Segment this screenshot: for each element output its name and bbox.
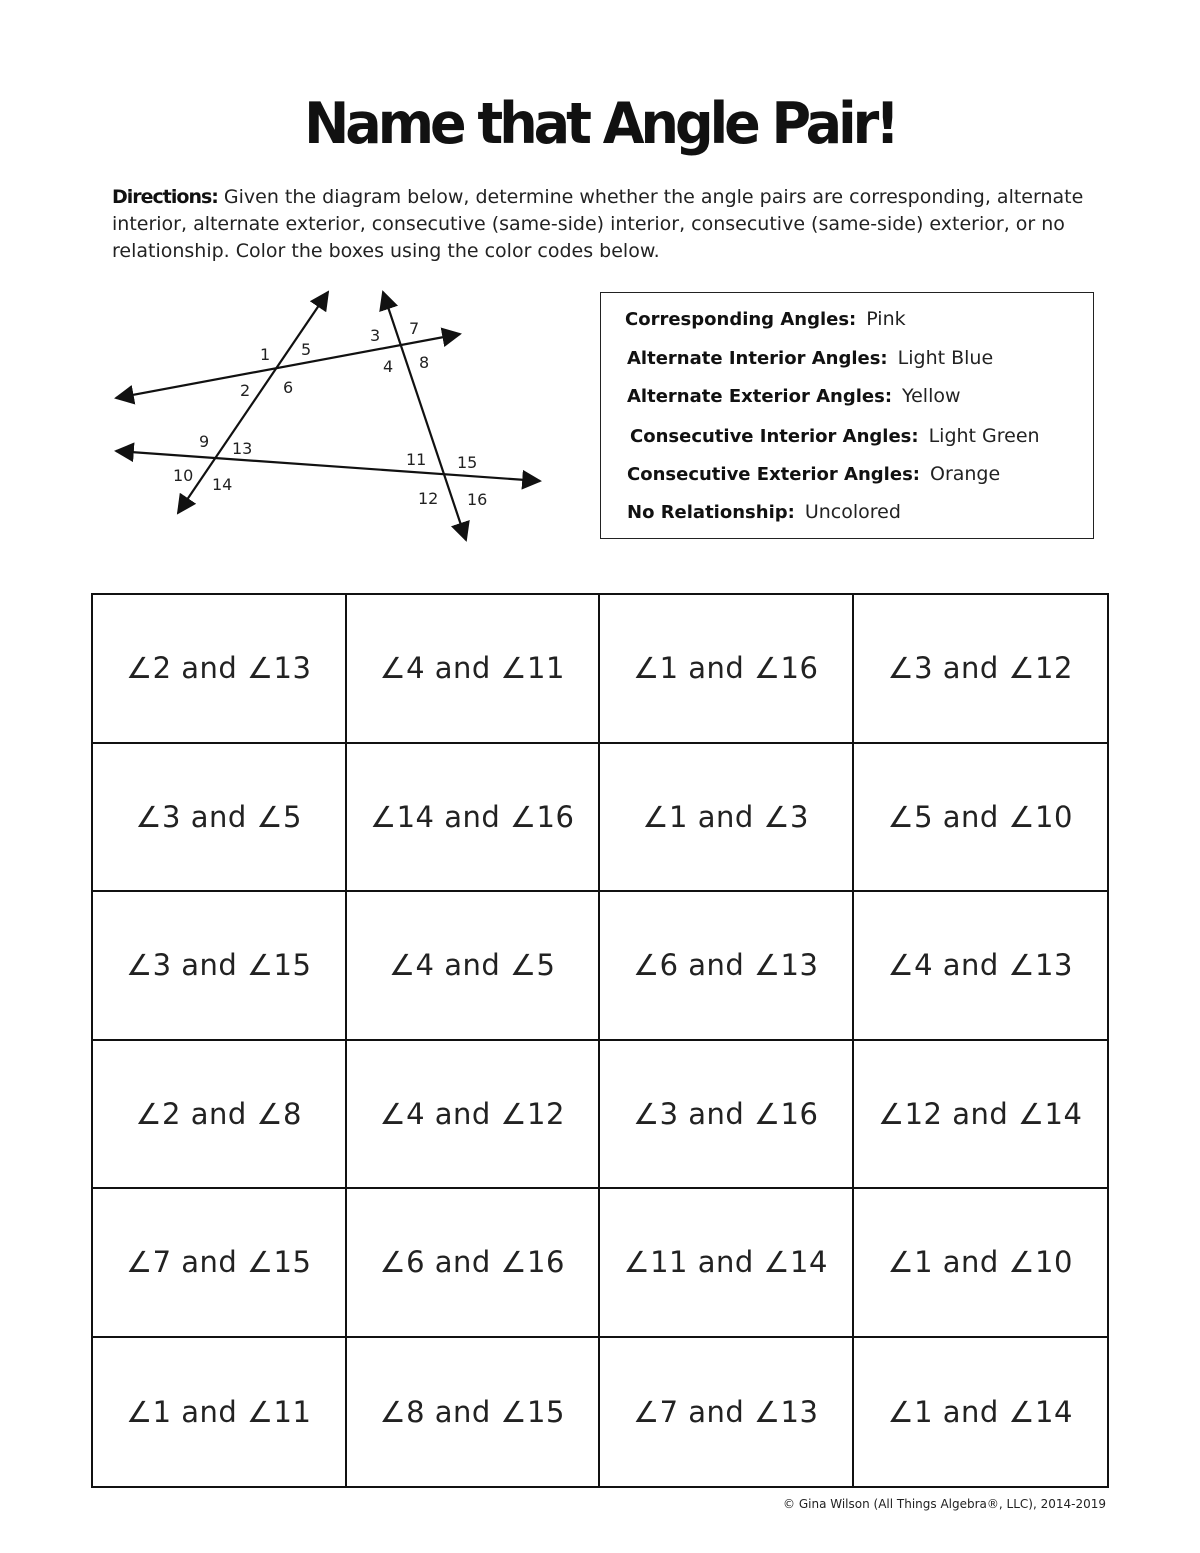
legend-label: Consecutive Interior Angles:: [630, 426, 919, 447]
angle-pair-cell[interactable]: ∠4 and ∠11: [347, 595, 601, 744]
left-transversal: [178, 292, 328, 513]
angle-pair-cell[interactable]: ∠3 and ∠12: [854, 595, 1108, 744]
angle-pair-cell[interactable]: ∠7 and ∠15: [93, 1189, 347, 1338]
angle-pair-cell[interactable]: ∠6 and ∠13: [600, 892, 854, 1041]
legend-label: Corresponding Angles:: [625, 309, 857, 330]
angle-pair-cell[interactable]: ∠2 and ∠8: [93, 1041, 347, 1190]
angle-pair-cell[interactable]: ∠1 and ∠14: [887, 1394, 1073, 1429]
legend-row-consecutive-exterior: [627, 463, 1000, 485]
angle-pair-cell[interactable]: ∠1 and ∠16: [600, 595, 854, 744]
angle-pair-cell[interactable]: ∠5 and ∠10: [854, 744, 1108, 893]
angle-label-7: 7: [409, 319, 420, 338]
angle-pair-cell[interactable]: ∠3 and ∠16: [600, 1041, 854, 1190]
legend-value: Yellow: [902, 385, 961, 407]
angle-pair-cell[interactable]: ∠1 and ∠11: [93, 1338, 347, 1487]
angle-pair-cell[interactable]: ∠4 and ∠13: [854, 892, 1108, 1041]
angle-label-3: 3: [370, 326, 381, 345]
angle-label-2: 2: [240, 381, 251, 400]
copyright-notice: © Gina Wilson (All Things Algebra®, LLC), 2014-2019: [783, 1497, 1106, 1511]
legend-value: Pink: [866, 308, 906, 330]
angle-pair-cell[interactable]: ∠3 and ∠5: [93, 744, 347, 893]
angle-label-12: 12: [418, 489, 439, 508]
directions-label: Directions:: [112, 186, 218, 208]
angle-pair-cell[interactable]: ∠3 and ∠15: [93, 892, 347, 1041]
angle-label-1: 1: [260, 345, 271, 364]
angle-pair-grid: [91, 593, 1109, 1488]
legend-row-consecutive-interior: [630, 425, 1040, 447]
angle-pair-cell[interactable]: ∠14 and ∠16: [347, 744, 601, 893]
page-title: Name that Angle Pair!: [304, 90, 896, 157]
angle-pair-cell[interactable]: ∠6 and ∠16: [347, 1189, 601, 1338]
angle-pair-cell[interactable]: ∠11 and ∠14: [600, 1189, 854, 1338]
angle-pair-cell[interactable]: ∠7 and ∠13: [600, 1338, 854, 1487]
angle-label-9: 9: [199, 432, 210, 451]
legend-row-alternate-exterior: [627, 385, 961, 407]
legend-label: Alternate Exterior Angles:: [627, 386, 893, 407]
angle-label-6: 6: [283, 378, 294, 397]
legend-row-alternate-interior: [627, 347, 993, 369]
angle-pair-cell[interactable]: ∠4 and ∠5: [347, 892, 601, 1041]
legend-row-corresponding: [625, 308, 906, 330]
legend-label: Consecutive Exterior Angles:: [627, 464, 920, 485]
directions-text: Given the diagram below, determine whether the angle pairs are corresponding, alternate interior, alternate exterior, consecutive (same-side) interior, consecutive (same-side) exterior, or no relationship. Color the boxes using the color codes below.: [112, 186, 1084, 262]
angle-label-15: 15: [457, 453, 478, 472]
legend-value: Light Blue: [897, 347, 994, 369]
legend-value: Uncolored: [804, 501, 901, 523]
angle-pair-cell[interactable]: ∠1 and ∠3: [600, 744, 854, 893]
legend-value: Light Green: [928, 425, 1040, 447]
angle-label-13: 13: [232, 439, 253, 458]
angle-pair-cell[interactable]: ∠4 and ∠12: [347, 1041, 601, 1190]
legend-row-no-relationship: [627, 501, 901, 523]
angle-label-8: 8: [419, 353, 430, 372]
angle-label-5: 5: [301, 340, 312, 359]
directions-paragraph: [112, 184, 1092, 265]
legend-label: Alternate Interior Angles:: [627, 348, 888, 369]
angle-label-14: 14: [212, 475, 233, 494]
angle-label-16: 16: [467, 490, 488, 509]
angle-pair-cell[interactable]: ∠1 and ∠10: [854, 1189, 1108, 1338]
angle-pair-cell[interactable]: ∠8 and ∠15: [347, 1338, 601, 1487]
angle-label-11: 11: [406, 450, 427, 469]
legend-value: Orange: [929, 463, 1001, 485]
legend-label: No Relationship:: [627, 502, 795, 523]
angle-pair-cell[interactable]: ∠2 and ∠13: [93, 595, 347, 744]
angle-label-10: 10: [173, 466, 194, 485]
angle-pair-cell[interactable]: ∠12 and ∠14: [854, 1041, 1108, 1190]
angle-diagram: [100, 280, 560, 550]
color-code-legend: [600, 292, 1094, 539]
angle-label-4: 4: [383, 357, 394, 376]
